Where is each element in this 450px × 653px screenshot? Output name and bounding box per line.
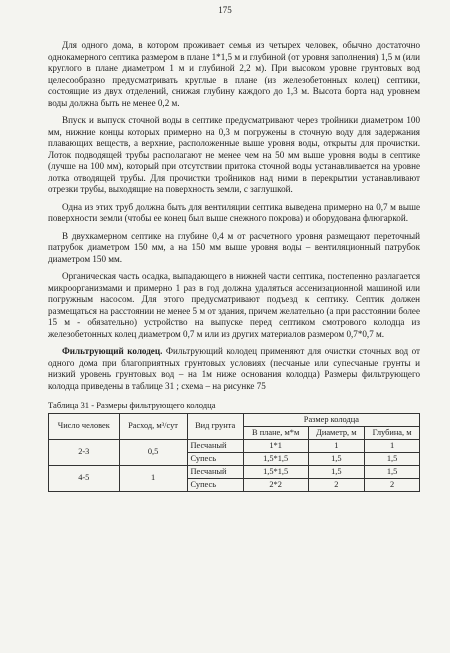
- cell-soil: Песчаный: [187, 439, 243, 452]
- cell-plan: 1,5*1,5: [243, 465, 308, 478]
- filter-well-table: [48, 413, 420, 492]
- cell-soil: Песчаный: [187, 465, 243, 478]
- cell-plan: 1*1: [243, 439, 308, 452]
- header-flow: Расход, м³/сут: [119, 413, 187, 439]
- page-content: [48, 40, 420, 492]
- cell-flow: 1: [119, 465, 187, 491]
- cell-diameter: 1,5: [308, 452, 365, 465]
- cell-depth: 1,5: [365, 465, 420, 478]
- header-persons: Число человек: [49, 413, 120, 439]
- cell-soil: Супесь: [187, 478, 243, 491]
- cell-depth: 1: [365, 439, 420, 452]
- cell-diameter: 2: [308, 478, 365, 491]
- table-caption: Таблица 31 - Размеры фильтрующего колодца: [48, 400, 216, 410]
- cell-plan: 2*2: [243, 478, 308, 491]
- paragraph-3: Одна из этих труб должна быть для вентиляции септика выведена примерно на 0,7 м выше поверхности земли (чтобы ее конец был выше снежного покрова) и оборудована флюгаркой.: [48, 201, 420, 223]
- table-row: [49, 465, 420, 478]
- cell-plan: 1,5*1,5: [243, 452, 308, 465]
- cell-persons: 2-3: [49, 439, 120, 465]
- cell-depth: 2: [365, 478, 420, 491]
- header-size: Размер колодца: [243, 413, 419, 426]
- filter-well-heading: Фильтрующий колодец.: [62, 346, 163, 356]
- filter-well-text: Фильтрующий колодец применяют для очистки сточных вод от одного дома при благоприятных грунтовых условиях (песчаные или супесчаные грунты и низкий уровень грунтовых вод – на 1м ниже основания колодца) Размеры фильтрующего колодца приведены в таблице 31 ; схема – на рисунке 75: [48, 346, 421, 391]
- paragraph-1: Для одного дома, в котором проживает семья из четырех человек, обычно достаточно однокамерного септика размером в плане 1*1,5 м и глубиной (от уровня заполнения) 1,5 м (или круглого в плане диаметром 1 м и глубиной 2,2 м). При высоком уровне грунтовых вод целесообразно предусматривать круглые в плане (из железобетонных колец) септики, состоящие из двух отделений, снижая глубину каждого до 1,3 м. Высота борта над уровнем воды должна быть не менее 0,2 м.: [48, 40, 420, 108]
- header-soil: Вид грунта: [187, 413, 243, 439]
- table-header-row: [49, 413, 420, 426]
- cell-soil: Супесь: [187, 452, 243, 465]
- header-plan: В плане, м*м: [243, 426, 308, 439]
- cell-persons: 4-5: [49, 465, 120, 491]
- cell-diameter: 1: [308, 439, 365, 452]
- paragraph-5: Органическая часть осадка, выпадающего в нижней части септика, постепенно разлагается микроорганизмами и примерно 1 раз в год должна удаляться ассенизационной машиной или погружным насосом. Для этого предусматривают подъезд к септику. Септик должен размещаться на расстоянии не менее 5 м от здания, причем желательно (а при расстоянии более 15 м - обязательно) устройство на выпуске перед септиком смотрового колодца из железобетонных колец диаметром 0,7 м или из других материалов размером 0,7*0,7 м.: [48, 271, 420, 339]
- paragraph-2: Впуск и выпуск сточной воды в септике предусматривают через тройники диаметром 100 мм, нижние концы которых примерно на 0,3 м погружены в сточную воду для задержания плавающих веществ, а верхние, расположенные выше уровня воды, открыты для прочистки. Лоток подводящей трубы располагают не менее чем на 50 мм выше уровня воды в септике (лучше на 100 мм), который при отсутствии притока сточной воды устанавливается на уровне лотка отводящей трубы. Для прочистки тройников над ними в перекрытии устанавливают отрезки трубы, выходящие на поверхность земли, с заглушкой.: [48, 115, 420, 194]
- page-number: 175: [218, 5, 232, 15]
- cell-diameter: 1,5: [308, 465, 365, 478]
- paragraph-4: В двухкамерном септике на глубине 0,4 м от расчетного уровня размещают переточный патрубок диаметром 150 мм, а на 150 мм выше уровня воды – вентиляционный патрубок диаметром 150 мм.: [48, 230, 420, 264]
- table-row: [49, 439, 420, 452]
- cell-flow: 0,5: [119, 439, 187, 465]
- header-diameter: Диаметр, м: [308, 426, 365, 439]
- cell-depth: 1,5: [365, 452, 420, 465]
- header-depth: Глубина, м: [365, 426, 420, 439]
- filter-well-paragraph: [48, 346, 420, 392]
